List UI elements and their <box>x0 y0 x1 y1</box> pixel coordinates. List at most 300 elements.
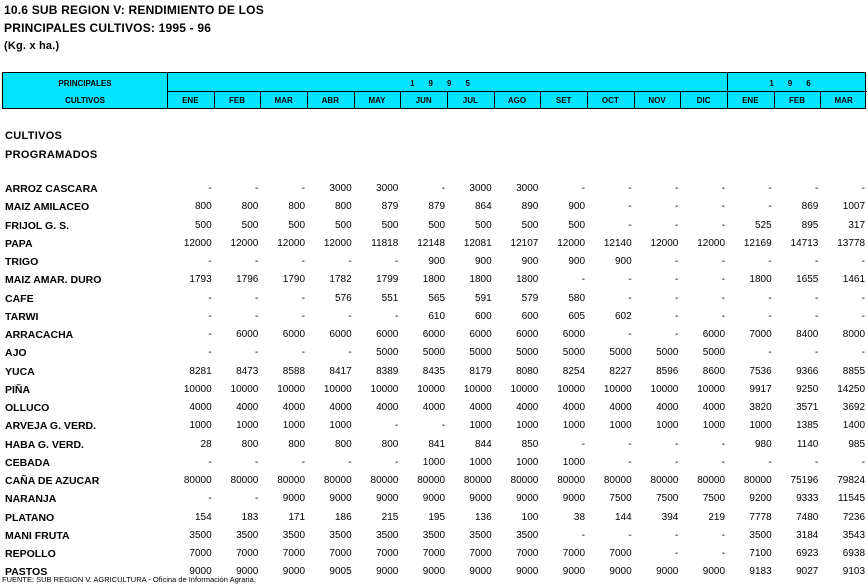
table-cell: 1000 <box>656 420 679 432</box>
table-cell: - <box>721 201 726 213</box>
table-cell: 1800 <box>422 274 446 286</box>
header-month-1995-mar: MAR <box>274 95 293 105</box>
table-cell: 800 <box>241 438 259 450</box>
table-cell: 1000 <box>702 420 726 432</box>
table-cell: 3184 <box>796 529 819 541</box>
table-cell: - <box>861 347 866 359</box>
table-cell: 7000 <box>236 548 259 559</box>
table-cell: 500 <box>474 219 492 231</box>
table-cell: 8855 <box>842 365 866 377</box>
table-cell: 80000 <box>323 475 352 486</box>
table-cell: - <box>301 292 306 304</box>
table-cell: - <box>768 347 772 359</box>
table-cell: 800 <box>334 438 352 450</box>
table-cell: 14713 <box>790 237 819 249</box>
table-cell: 7000 <box>516 548 539 559</box>
table-cell: 9183 <box>749 566 772 578</box>
table-cell: - <box>301 347 306 359</box>
table-cell: 500 <box>241 219 259 231</box>
crop-name: MANI FRUTA <box>5 529 70 542</box>
table-cell: 841 <box>428 438 446 450</box>
table-cell: 5000 <box>656 347 679 359</box>
table-cell: 9000 <box>422 566 446 578</box>
table-cell: 9000 <box>329 493 352 505</box>
table-cell: 7500 <box>609 493 632 505</box>
table-cell: 183 <box>241 511 259 523</box>
table-cell: 9027 <box>796 566 819 578</box>
table-cell: 3500 <box>189 529 212 541</box>
table-cell: 864 <box>474 201 492 213</box>
table-cell: 13778 <box>837 237 866 249</box>
table-cell: 7236 <box>842 511 866 523</box>
table-cell: 219 <box>708 511 726 523</box>
table-cell: - <box>628 438 632 450</box>
table-cell: 3500 <box>329 529 352 541</box>
table-cell: 6000 <box>516 329 539 340</box>
table-cell: - <box>208 310 212 322</box>
header-month-1995-jun: JUN <box>415 95 432 105</box>
table-cell: 1782 <box>329 274 352 286</box>
table-cell: 9200 <box>749 493 772 505</box>
table-cell: 1000 <box>562 456 586 468</box>
table-cell: 12000 <box>230 237 259 249</box>
table-cell: 1000 <box>749 420 772 432</box>
table-cell: 12000 <box>557 237 586 249</box>
table-cell: - <box>768 292 772 304</box>
table-cell: - <box>208 183 212 194</box>
header-month-1995-abr: ABR <box>321 95 339 105</box>
table-cell: - <box>768 456 772 468</box>
table-cell: 12107 <box>510 237 539 249</box>
table-cell: 8254 <box>562 365 586 377</box>
crop-name: MAIZ AMAR. DURO <box>5 274 102 287</box>
table-cell: 80000 <box>463 475 492 486</box>
table-cell: 9103 <box>842 566 866 578</box>
table-row <box>0 201 868 217</box>
table-row <box>0 329 868 345</box>
header-year-1996: 196 <box>769 78 825 88</box>
crop-name: TARWI <box>5 310 39 323</box>
table-title-line-2: PRINCIPALES CULTIVOS: 1995 - 96 <box>4 21 212 35</box>
table-cell: 9000 <box>516 566 539 578</box>
table-cell: - <box>721 183 726 194</box>
table-cell: 8417 <box>329 365 352 377</box>
table-row <box>0 293 868 309</box>
table-cell: 10000 <box>370 383 399 395</box>
table-cell: 4000 <box>376 402 399 413</box>
table-cell: - <box>768 201 772 213</box>
crop-name: MAIZ AMILACEO <box>5 201 90 214</box>
table-cell: 500 <box>288 219 306 231</box>
table-cell: 5000 <box>376 347 399 359</box>
table-cell: 800 <box>381 438 399 450</box>
table-cell: - <box>208 493 212 505</box>
table-cell: 215 <box>381 511 399 523</box>
table-cell: - <box>628 329 632 340</box>
table-cell: 6000 <box>376 329 399 340</box>
table-cell: 28 <box>200 438 212 450</box>
table-cell: 80000 <box>743 475 772 486</box>
table-cell: - <box>675 201 679 213</box>
table-cell: - <box>301 256 306 267</box>
header-month-1995-ago: AGO <box>507 95 527 105</box>
table-row <box>0 475 868 491</box>
header-month-1995-dic: DIC <box>696 95 711 105</box>
table-cell: 900 <box>474 256 492 267</box>
table-cell: 1000 <box>422 456 446 468</box>
table-cell: 900 <box>614 256 632 267</box>
table-cell: 79824 <box>837 475 866 486</box>
crop-name: ARVEJA G. VERD. <box>5 420 97 433</box>
table-cell: 10000 <box>603 383 632 395</box>
table-cell: 3000 <box>469 183 492 194</box>
table-cell: - <box>628 201 632 213</box>
table-cell: 7536 <box>749 365 772 377</box>
table-cell: 5000 <box>422 347 446 359</box>
table-cell: - <box>301 456 306 468</box>
header-month-1995-ene: ENE <box>182 95 199 105</box>
table-cell: 10000 <box>697 383 726 395</box>
crop-name: TRIGO <box>5 256 39 268</box>
crop-name: FRIJOL G. S. <box>5 219 69 232</box>
table-cell: 1655 <box>796 274 819 286</box>
table-row <box>0 220 868 236</box>
table-cell: 6000 <box>469 329 492 340</box>
table-cell: 6923 <box>796 548 819 559</box>
table-cell: 879 <box>428 201 446 213</box>
table-cell: 9000 <box>609 566 632 578</box>
table-cell: 4000 <box>236 402 259 413</box>
table-cell: 1000 <box>329 420 352 432</box>
table-cell: 610 <box>428 310 446 322</box>
table-cell: 551 <box>381 292 399 304</box>
table-cell: 3500 <box>516 529 539 541</box>
table-cell: 879 <box>381 201 399 213</box>
table-cell: 8400 <box>796 329 819 340</box>
crop-name: PASTOS <box>5 566 48 579</box>
table-cell: - <box>581 274 586 286</box>
table-cell: 136 <box>474 511 492 523</box>
table-cell: 1800 <box>749 274 772 286</box>
table-cell: 3500 <box>282 529 306 541</box>
table-cell: 9366 <box>796 365 819 377</box>
table-cell: - <box>721 438 726 450</box>
table-cell: 600 <box>474 310 492 322</box>
table-cell: 580 <box>568 292 586 304</box>
table-cell: 985 <box>848 438 866 450</box>
table-cell: 186 <box>334 511 352 523</box>
table-cell: 800 <box>194 201 212 213</box>
table-cell: 195 <box>428 511 446 523</box>
table-cell: 800 <box>334 201 352 213</box>
table-cell: 9250 <box>796 383 819 395</box>
table-cell: 12000 <box>650 237 679 249</box>
header-label-principales: PRINCIPALES <box>58 78 112 88</box>
table-cell: 1000 <box>516 456 539 468</box>
table-row <box>0 512 868 528</box>
table-cell: 1000 <box>282 420 306 432</box>
table-row <box>0 439 868 455</box>
table-cell: - <box>675 274 679 286</box>
table-cell: 12000 <box>183 237 212 249</box>
table-cell: - <box>395 310 399 322</box>
table-cell: 9000 <box>282 493 306 505</box>
table-cell: - <box>208 329 212 340</box>
table-cell: 800 <box>288 438 306 450</box>
table-row <box>0 311 868 327</box>
table-cell: 38 <box>573 511 586 523</box>
table-cell: 980 <box>754 438 772 450</box>
table-cell: 80000 <box>370 475 399 486</box>
crop-name: HABA G. VERD. <box>5 438 84 451</box>
crop-name: PIÑA <box>5 383 31 396</box>
table-cell: - <box>721 292 726 304</box>
table-cell: 602 <box>614 310 632 322</box>
table-cell: 4000 <box>562 402 586 413</box>
header-month-1995-may: MAY <box>368 95 386 105</box>
table-cell: 394 <box>661 511 679 523</box>
table-cell: - <box>861 292 866 304</box>
table-cell: - <box>721 529 726 541</box>
table-cell: 3000 <box>516 183 539 194</box>
table-cell: 7500 <box>656 493 679 505</box>
table-row <box>0 238 868 254</box>
table-cell: 3500 <box>422 529 446 541</box>
table-cell: 171 <box>288 511 306 523</box>
table-cell: - <box>348 456 352 468</box>
table-cell: 1140 <box>796 438 819 450</box>
table-cell: 11545 <box>837 493 866 505</box>
table-cell: 8600 <box>702 365 726 377</box>
table-cell: 3500 <box>749 529 772 541</box>
table-cell: - <box>628 529 632 541</box>
table-cell: - <box>255 347 259 359</box>
table-cell: 75196 <box>790 475 819 486</box>
table-cell: 1799 <box>376 274 399 286</box>
table-cell: 10000 <box>510 383 539 395</box>
table-cell: 1800 <box>469 274 492 286</box>
table-cell: 4000 <box>656 402 679 413</box>
table-cell: 8281 <box>189 365 212 377</box>
table-cell: 80000 <box>277 475 306 486</box>
table-cell: - <box>255 292 259 304</box>
table-cell: 7100 <box>749 548 772 559</box>
units-label: (Kg. x ha.) <box>4 40 60 52</box>
table-cell: 12000 <box>697 237 726 249</box>
table-cell: 7000 <box>422 548 446 559</box>
table-cell: 9000 <box>516 493 539 505</box>
table-cell: 7000 <box>329 548 352 559</box>
table-cell: 5000 <box>516 347 539 359</box>
table-cell: - <box>628 274 632 286</box>
table-cell: 800 <box>288 201 306 213</box>
table-cell: - <box>255 256 259 267</box>
table-cell: 1007 <box>842 201 866 213</box>
table-cell: - <box>675 329 679 340</box>
table-cell: - <box>628 456 632 468</box>
table-cell: 1790 <box>282 274 306 286</box>
table-cell: 1000 <box>189 420 212 432</box>
table-cell: 6000 <box>282 329 306 340</box>
table-cell: 154 <box>194 511 212 523</box>
table-cell: 576 <box>334 292 352 304</box>
table-cell: 4000 <box>422 402 446 413</box>
table-cell: 6000 <box>562 329 586 340</box>
table-cell: 317 <box>848 219 866 231</box>
table-cell: 900 <box>568 201 586 213</box>
table-cell: 10000 <box>557 383 586 395</box>
table-cell: 12000 <box>277 237 306 249</box>
table-row <box>0 274 868 290</box>
crop-name: CAÑA DE AZUCAR <box>5 475 100 487</box>
table-cell: 14250 <box>837 383 866 395</box>
table-cell: 9000 <box>702 566 726 578</box>
table-cell: - <box>675 219 679 231</box>
table-cell: 605 <box>568 310 586 322</box>
table-cell: 7778 <box>749 511 772 523</box>
table-cell: 1000 <box>609 420 632 432</box>
table-cell: 8179 <box>469 365 492 377</box>
table-cell: 7000 <box>609 548 632 559</box>
table-cell: 8227 <box>609 365 632 377</box>
table-cell: 7000 <box>376 548 399 559</box>
table-cell: 900 <box>568 256 586 267</box>
table-cell: 6000 <box>236 329 259 340</box>
table-cell: - <box>675 456 679 468</box>
table-row <box>0 256 868 272</box>
table-cell: 1793 <box>189 274 212 286</box>
table-cell: - <box>348 310 352 322</box>
table-cell: 1800 <box>516 274 539 286</box>
crop-name: OLLUCO <box>5 402 50 414</box>
table-cell: - <box>255 456 259 468</box>
table-cell: 7500 <box>702 493 726 505</box>
table-cell: - <box>815 347 819 359</box>
table-row <box>0 366 868 382</box>
table-cell: 9917 <box>749 383 772 395</box>
table-cell: 1400 <box>842 420 866 432</box>
table-cell: - <box>441 420 446 432</box>
table-cell: 10000 <box>323 383 352 395</box>
table-cell: - <box>208 456 212 468</box>
table-cell: 9000 <box>376 493 399 505</box>
table-cell: 6000 <box>329 329 352 340</box>
table-cell: - <box>721 548 726 559</box>
table-cell: 80000 <box>697 475 726 486</box>
crop-name: CEBADA <box>5 456 50 469</box>
table-cell: 4000 <box>516 402 539 413</box>
table-cell: 8435 <box>422 365 446 377</box>
table-cell: - <box>815 256 819 267</box>
header-month-1995-feb: FEB <box>228 95 245 105</box>
table-cell: 9000 <box>376 566 399 578</box>
table-cell: - <box>395 420 399 432</box>
table-cell: 7000 <box>562 548 586 559</box>
table-cell: 844 <box>474 438 492 450</box>
table-cell: 800 <box>241 201 259 213</box>
table-cell: 7000 <box>282 548 306 559</box>
table-cell: - <box>255 310 259 322</box>
table-header <box>2 72 866 109</box>
table-cell: 850 <box>521 438 539 450</box>
table-cell: 500 <box>194 219 212 231</box>
table-cell: 9000 <box>562 566 586 578</box>
table-cell: - <box>395 456 399 468</box>
table-cell: 8389 <box>376 365 399 377</box>
table-cell: - <box>815 310 819 322</box>
table-row <box>0 183 868 199</box>
table-cell: 80000 <box>230 475 259 486</box>
table-cell: 565 <box>428 292 446 304</box>
table-cell: - <box>721 456 726 468</box>
table-cell: 525 <box>754 219 772 231</box>
table-cell: 4000 <box>282 402 306 413</box>
table-cell: - <box>721 256 726 267</box>
table-cell: 500 <box>521 219 539 231</box>
table-cell: 500 <box>381 219 399 231</box>
table-cell: 3500 <box>469 529 492 541</box>
table-cell: 4000 <box>189 402 212 413</box>
table-cell: - <box>255 493 259 505</box>
crop-name: PAPA <box>5 237 33 250</box>
table-cell: - <box>675 183 679 194</box>
table-cell: 4000 <box>609 402 632 413</box>
table-cell: 1385 <box>796 420 819 432</box>
table-cell: 579 <box>521 292 539 304</box>
table-title-line-1: 10.6 SUB REGION V: RENDIMIENTO DE LOS <box>4 3 264 17</box>
table-cell: - <box>675 310 679 322</box>
header-month-1996-mar: MAR <box>834 95 853 105</box>
table-cell: - <box>581 183 586 194</box>
table-cell: 12140 <box>603 237 632 249</box>
table-row <box>0 347 868 363</box>
table-cell: - <box>581 529 586 541</box>
table-cell: 12169 <box>743 237 772 249</box>
header-month-1995-nov: NOV <box>648 95 666 105</box>
table-cell: 9000 <box>282 566 306 578</box>
table-cell: - <box>675 256 679 267</box>
table-cell: 500 <box>568 219 586 231</box>
table-cell: 12081 <box>463 237 492 249</box>
table-cell: - <box>815 456 819 468</box>
table-row <box>0 548 868 564</box>
table-cell: - <box>675 548 679 559</box>
table-cell: 9333 <box>796 493 819 505</box>
crop-name: REPOLLO <box>5 548 56 560</box>
header-month-1995-jul: JUL <box>462 95 478 105</box>
table-cell: 500 <box>428 219 446 231</box>
table-row <box>0 384 868 400</box>
table-cell: - <box>301 310 306 322</box>
table-cell: 12000 <box>323 237 352 249</box>
crop-name: ARROZ CASCARA <box>5 183 98 195</box>
table-cell: 1000 <box>469 456 492 468</box>
header-year-1995: 1995 <box>410 78 484 88</box>
crop-name: YUCA <box>5 365 35 378</box>
table-cell: 1461 <box>842 274 866 286</box>
table-cell: - <box>208 347 212 359</box>
table-row <box>0 457 868 473</box>
table-cell: 8473 <box>236 365 259 377</box>
table-cell: 900 <box>521 256 539 267</box>
table-row <box>0 493 868 509</box>
crop-name: PLATANO <box>5 511 55 524</box>
table-cell: 869 <box>801 201 819 213</box>
table-cell: 10000 <box>277 383 306 395</box>
table-cell: 80000 <box>510 475 539 486</box>
table-cell: - <box>628 183 632 194</box>
table-cell: 5000 <box>562 347 586 359</box>
